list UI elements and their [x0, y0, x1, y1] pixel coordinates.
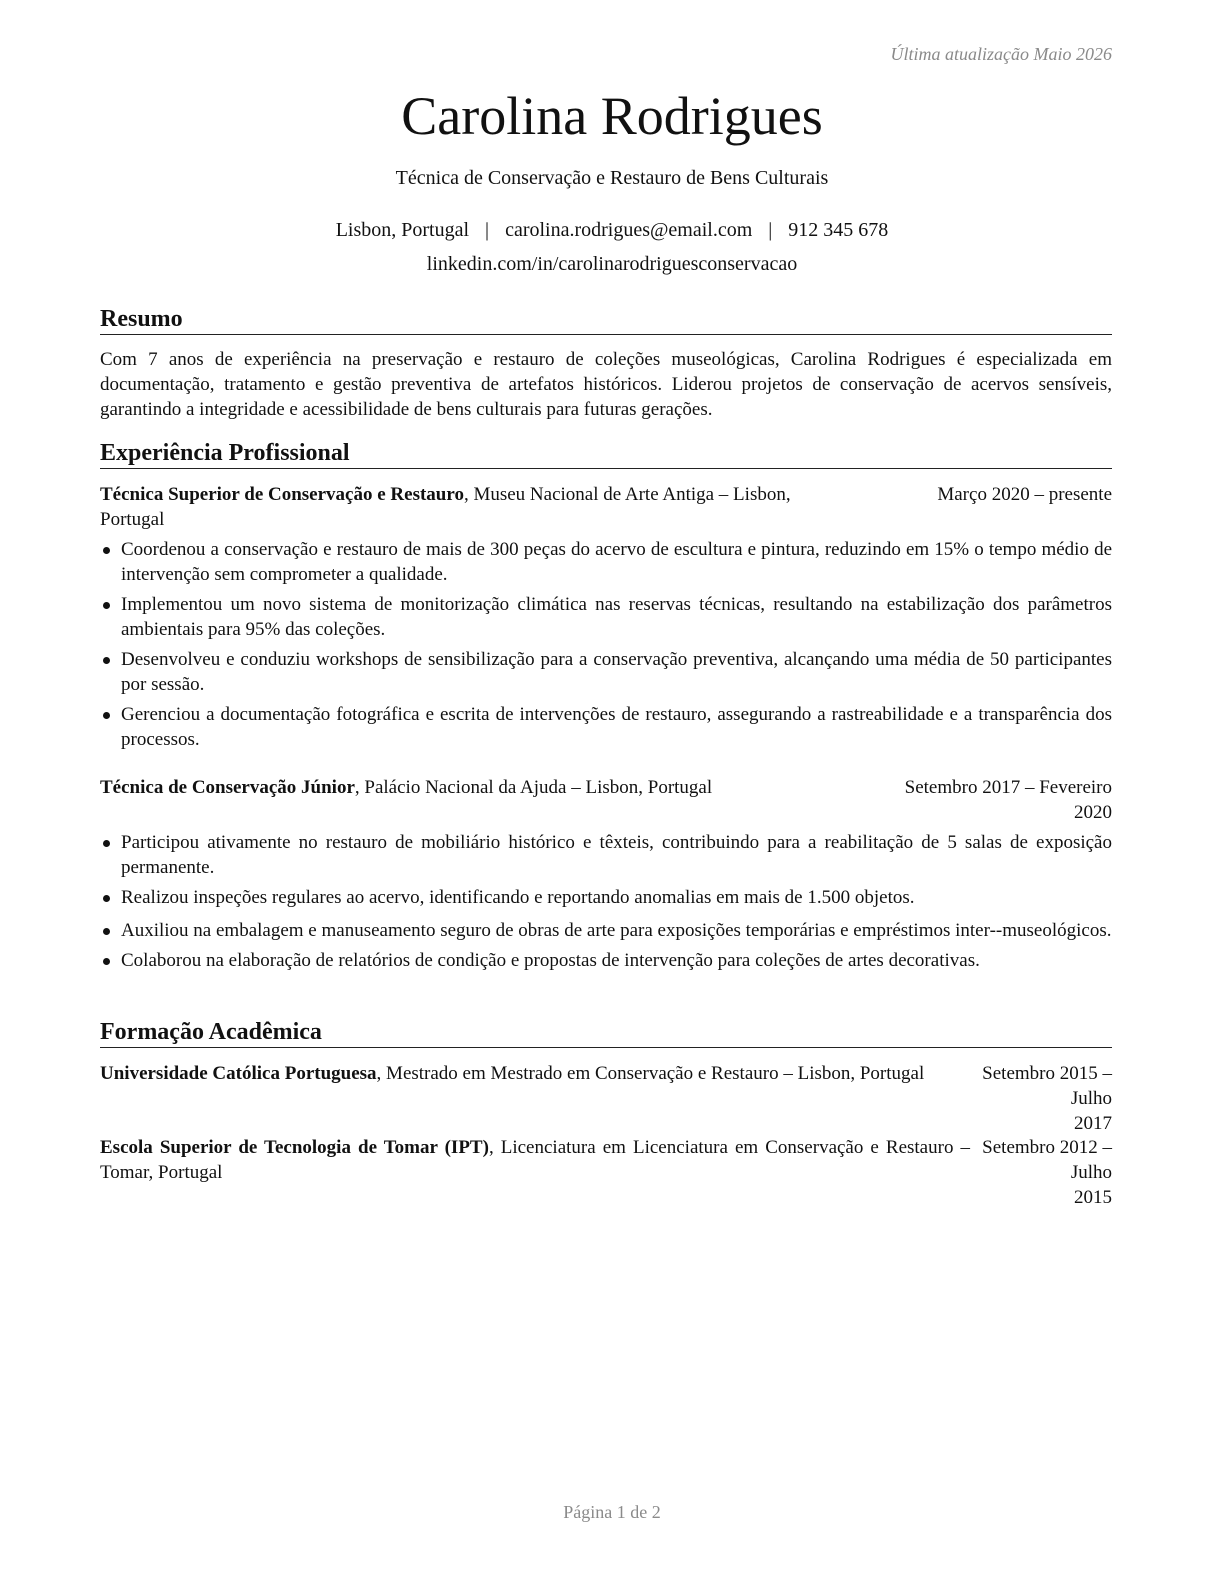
separator: |	[485, 219, 490, 241]
degree: , Mestrado em Mestrado em Conservação e Restauro – Lisbon, Portugal	[376, 1063, 925, 1084]
job-dates	[905, 775, 1112, 825]
page-number: Página 1 de 2	[563, 1502, 661, 1522]
education-dates-line2: 2015	[1074, 1187, 1112, 1208]
section-heading-experience: Experiência Profissional	[100, 439, 1112, 469]
bullet-text: Gerenciou a documentação fotográfica e escrita de intervenções de restauro, assegurando a rastreabilidade e a transparência dos processos.	[121, 704, 1112, 750]
job-dates-line1: Setembro 2017 – Fevereiro	[904, 777, 1112, 798]
education-entry	[100, 1061, 1112, 1134]
bullet-icon	[103, 547, 110, 554]
bullet-icon	[103, 712, 110, 719]
location: Lisbon, Portugal	[335, 219, 470, 241]
list-item	[100, 885, 1112, 910]
list-item	[100, 918, 1112, 943]
job-bullets	[100, 537, 1112, 757]
summary-text: Com 7 anos de experiência na preservação e restauro de coleções museológicas, Carolina Rodrigues é especializada em documentação, tratamento e gestão preventiva de artefatos históricos. Liderou projetos de conservação de acervos sensíveis, garantindo a integridade e acessibilidade de bens culturais para futuras gerações.	[100, 349, 1112, 420]
bullet-icon	[103, 928, 110, 935]
job-header	[100, 775, 1112, 823]
school-name: Universidade Católica Portuguesa	[100, 1063, 377, 1084]
job-header	[100, 482, 1112, 532]
school-name: Escola Superior de Tecnologia de Tomar (IPT)	[100, 1137, 489, 1158]
linkedin-link[interactable]: linkedin.com/in/carolinarodriguesconservacao	[426, 253, 798, 275]
separator: |	[768, 219, 773, 241]
list-item	[100, 948, 1112, 973]
degree: , Licenciatura em Licenciatura em Conservação e Restauro – Tomar, Portugal	[100, 1137, 970, 1183]
list-item	[100, 592, 1112, 642]
job-title: Técnica de Conservação e Restauro de Bens Culturais	[395, 167, 829, 189]
job-role: Técnica de Conservação Júnior	[100, 777, 355, 798]
job-role: Técnica Superior de Conservação e Restauro	[100, 484, 464, 505]
section-heading-summary: Resumo	[100, 305, 1112, 335]
job-org: , Museu Nacional de Arte Antiga – Lisbon,	[463, 484, 791, 505]
last-updated: Última atualização Maio 2026	[890, 44, 1112, 64]
education-dates	[962, 1135, 1112, 1210]
bullet-icon	[103, 602, 110, 609]
list-item	[100, 537, 1112, 587]
education-dates-line2: 2017	[1074, 1113, 1112, 1134]
bullet-text: Desenvolveu e conduziu workshops de sensibilização para a conservação preventiva, alcançando uma média de 50 participantes por sessão.	[121, 649, 1112, 695]
education-detail	[100, 1061, 970, 1086]
bullet-text: Coordenou a conservação e restauro de mais de 300 peças do acervo de escultura e pintura, reduzindo em 15% o tempo médio de intervenção sem comprometer a qualidade.	[121, 539, 1112, 585]
section-heading-education: Formação Acadêmica	[100, 1018, 1112, 1048]
email-link[interactable]: carolina.rodrigues@email.com	[505, 219, 753, 241]
education-dates	[962, 1061, 1112, 1136]
education-dates-line1: Setembro 2012 – Julho	[982, 1137, 1112, 1183]
bullet-text: Realizou inspeções regulares ao acervo, identificando e reportando anomalias em mais de 1.500 objetos.	[121, 887, 915, 908]
job-dates-line2: 2020	[1074, 802, 1112, 823]
bullet-text: Participou ativamente no restauro de mobiliário histórico e têxteis, contribuindo para a reabilitação de 5 salas de exposição permanente.	[121, 832, 1112, 878]
bullet-icon	[103, 895, 110, 902]
list-item	[100, 830, 1112, 880]
candidate-name: Carolina Rodrigues	[401, 86, 823, 146]
job-bullets	[100, 830, 1112, 978]
bullet-text: Auxiliou na embalagem e manuseamento seguro de obras de arte para exposições temporárias e empréstimos inter--museológicos.	[121, 920, 1112, 941]
education-entry	[100, 1135, 1112, 1208]
bullet-text: Colaborou na elaboração de relatórios de condição e propostas de intervenção para coleções de artes decorativas.	[121, 950, 980, 971]
contact-line	[0, 219, 1224, 242]
bullet-text: Implementou um novo sistema de monitorização climática nas reservas técnicas, resultando na estabilização dos parâmetros ambientais para 95% das coleções.	[121, 594, 1112, 640]
job-org: , Palácio Nacional da Ajuda – Lisbon, Portugal	[354, 777, 713, 798]
bullet-icon	[103, 657, 110, 664]
job-dates: Março 2020 – presente	[937, 484, 1112, 505]
bullet-icon	[103, 958, 110, 965]
education-dates-line1: Setembro 2015 – Julho	[982, 1063, 1112, 1109]
list-item	[100, 702, 1112, 752]
list-item	[100, 647, 1112, 697]
bullet-icon	[103, 840, 110, 847]
job-org-continued: Portugal	[100, 509, 165, 530]
phone: 912 345 678	[788, 219, 889, 241]
education-detail	[100, 1135, 970, 1185]
